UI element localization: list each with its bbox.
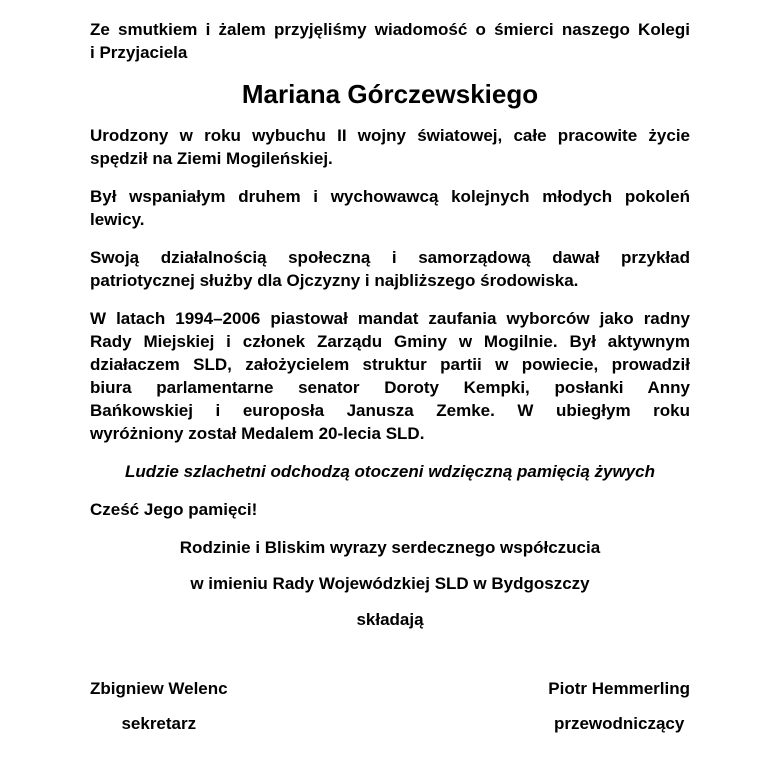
bio-paragraph-service-line-1: Swoją działalnością społeczną i samorządową dawał przykład — [90, 248, 690, 267]
signature-right — [548, 677, 690, 735]
bio-paragraph-birth — [90, 124, 690, 170]
bio-paragraph-service — [90, 246, 690, 292]
signature-right-role: przewodniczący — [553, 714, 685, 733]
condolence-line-3: składają — [356, 610, 424, 629]
signature-right-name: Piotr Hemmerling — [548, 679, 690, 698]
intro-line-2: i Przyjaciela — [90, 43, 188, 62]
bio-paragraph-career-line-1: W latach 1994–2006 piastował mandat zaufania wyborców jako radny — [90, 309, 690, 328]
bio-paragraph-mentor — [90, 185, 690, 231]
memorial-quote: Ludzie szlachetni odchodzą otoczeni wdzięczną pamięcią żywych — [125, 462, 655, 481]
condolence-line-2: w imieniu Rady Wojewódzkiej SLD w Bydgoszczy — [190, 574, 590, 593]
bio-paragraph-service-line-2: patriotycznej służby dla Ojczyzny i najbliższego środowiska. — [90, 271, 579, 290]
condolence-line-1: Rodzinie i Bliskim wyrazy serdecznego współczucia — [179, 538, 601, 557]
bio-paragraph-birth-line-2: spędził na Ziemi Mogileńskiej. — [90, 149, 333, 168]
intro-paragraph — [90, 18, 690, 64]
bio-paragraph-career-line-3: działaczem SLD, założycielem struktur partii w powiecie, prowadził — [90, 355, 690, 374]
signature-left — [90, 677, 228, 735]
signature-left-role: sekretarz — [121, 714, 197, 733]
intro-line-1: Ze smutkiem i żalem przyjęliśmy wiadomość o śmierci naszego Kolegi — [90, 20, 690, 39]
signature-section — [90, 677, 690, 735]
bio-paragraph-career — [90, 307, 690, 445]
bio-paragraph-career-line-6: wyróżniony został Medalem 20-lecia SLD. — [90, 424, 425, 443]
bio-paragraph-mentor-line-1: Był wspaniałym druhem i wychowawcą kolejnych młodych pokoleń — [90, 187, 690, 206]
tribute-line: Cześć Jego pamięci! — [90, 500, 258, 519]
deceased-name-heading: Mariana Górczewskiego — [241, 79, 539, 109]
signature-left-name: Zbigniew Welenc — [90, 679, 228, 698]
bio-paragraph-career-line-4: biura parlamentarne senator Doroty Kempki, posłanki Anny — [90, 378, 690, 397]
bio-paragraph-career-line-5: Bańkowskiej i europosła Janusza Zemke. W ubiegłym roku — [90, 401, 690, 420]
bio-paragraph-mentor-line-2: lewicy. — [90, 210, 145, 229]
bio-paragraph-birth-line-1: Urodzony w roku wybuchu II wojny światowej, całe pracowite życie — [90, 126, 690, 145]
bio-paragraph-career-line-2: Rady Miejskiej i członek Zarządu Gminy w Mogilnie. Był aktywnym — [90, 332, 690, 351]
